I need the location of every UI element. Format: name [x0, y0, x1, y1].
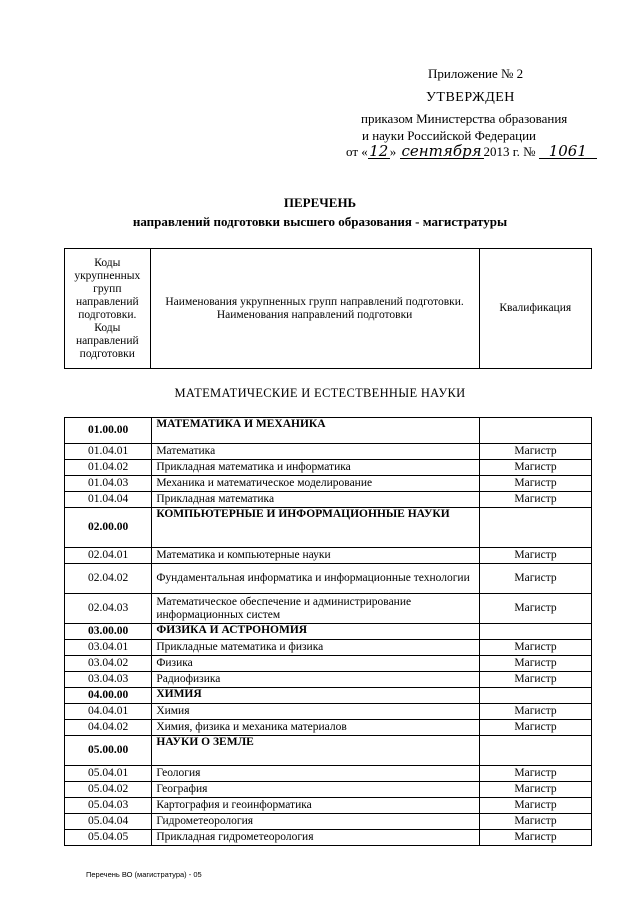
- table-row: [65, 476, 592, 492]
- header-col-codes: Коды укрупненных групп направлений подготовки. Коды направлений подготовки: [65, 249, 151, 369]
- row-code: 03.04.02: [65, 656, 152, 672]
- row-code: 04.04.01: [65, 704, 152, 720]
- table-row: [65, 460, 592, 476]
- row-name: Прикладная математика и информатика: [152, 460, 480, 476]
- row-qualification: [480, 508, 592, 548]
- order-number: 1061: [539, 144, 597, 159]
- row-name: Геология: [152, 766, 480, 782]
- row-name: Гидрометеорология: [152, 814, 480, 830]
- row-code: 05.04.02: [65, 782, 152, 798]
- row-qualification: Магистр: [480, 476, 592, 492]
- row-code: 01.04.04: [65, 492, 152, 508]
- row-qualification: Магистр: [480, 594, 592, 624]
- row-code: 01.04.01: [65, 444, 152, 460]
- row-name: География: [152, 782, 480, 798]
- header-table: [64, 248, 592, 369]
- row-code: 04.00.00: [65, 688, 152, 704]
- row-code: 04.04.02: [65, 720, 152, 736]
- group-row: [65, 688, 592, 704]
- row-code: 02.00.00: [65, 508, 152, 548]
- row-name: Прикладная математика: [152, 492, 480, 508]
- row-name: Радиофизика: [152, 672, 480, 688]
- row-name: Фундаментальная информатика и информационные технологии: [152, 564, 480, 594]
- row-qualification: Магистр: [480, 492, 592, 508]
- row-code: 02.04.03: [65, 594, 152, 624]
- table-row: [65, 492, 592, 508]
- programs-table: [64, 417, 592, 846]
- row-code: 01.00.00: [65, 418, 152, 444]
- row-name: Прикладная гидрометеорология: [152, 830, 480, 846]
- table-row: [65, 640, 592, 656]
- row-code: 05.04.05: [65, 830, 152, 846]
- group-row: [65, 624, 592, 640]
- row-qualification: [480, 418, 592, 444]
- row-name: Прикладные математика и физика: [152, 640, 480, 656]
- table-row: [65, 830, 592, 846]
- table-row: [65, 548, 592, 564]
- table-row: [65, 564, 592, 594]
- row-name: Математика: [152, 444, 480, 460]
- row-qualification: Магистр: [480, 798, 592, 814]
- row-qualification: Магистр: [480, 444, 592, 460]
- row-qualification: Магистр: [480, 766, 592, 782]
- row-code: 05.04.03: [65, 798, 152, 814]
- document-subtitle: направлений подготовки высшего образования - магистратуры: [132, 214, 508, 229]
- row-code: 03.04.03: [65, 672, 152, 688]
- row-name: Математическое обеспечение и администрирование информационных систем: [152, 594, 480, 624]
- row-qualification: Магистр: [480, 720, 592, 736]
- table-row: [65, 594, 592, 624]
- row-name: ФИЗИКА И АСТРОНОМИЯ: [152, 624, 480, 640]
- row-code: 01.04.03: [65, 476, 152, 492]
- section-heading: МАТЕМАТИЧЕСКИЕ И ЕСТЕСТВЕННЫЕ НАУКИ: [174, 386, 466, 400]
- group-row: [65, 508, 592, 548]
- row-name: ХИМИЯ: [152, 688, 480, 704]
- date-mid: »: [389, 144, 397, 159]
- row-name: Физика: [152, 656, 480, 672]
- table-row: [65, 798, 592, 814]
- appendix-label: Приложение № 2: [428, 66, 524, 81]
- table-row: [65, 782, 592, 798]
- row-qualification: [480, 624, 592, 640]
- row-code: 03.00.00: [65, 624, 152, 640]
- table-row: [65, 656, 592, 672]
- table-row: [65, 444, 592, 460]
- order-line-2: и науки Российской Федерации: [362, 128, 537, 143]
- row-name: КОМПЬЮТЕРНЫЕ И ИНФОРМАЦИОННЫЕ НАУКИ: [152, 508, 480, 548]
- row-name: МАТЕМАТИКА И МЕХАНИКА: [152, 418, 480, 444]
- order-date-line: [346, 144, 597, 160]
- row-code: 01.04.02: [65, 460, 152, 476]
- approved-label: УТВЕРЖДЕН: [426, 90, 515, 105]
- table-row: [65, 814, 592, 830]
- date-prefix: от «: [346, 144, 368, 159]
- group-row: [65, 418, 592, 444]
- row-name: НАУКИ О ЗЕМЛЕ: [152, 736, 480, 766]
- row-qualification: Магистр: [480, 830, 592, 846]
- row-qualification: Магистр: [480, 460, 592, 476]
- header-col-names-line1: Наименования укрупненных групп направлений подготовки.: [165, 295, 464, 308]
- row-code: 03.04.01: [65, 640, 152, 656]
- date-month: сентября: [401, 142, 482, 160]
- row-qualification: [480, 688, 592, 704]
- row-name: Математика и компьютерные науки: [152, 548, 480, 564]
- row-qualification: [480, 736, 592, 766]
- row-code: 05.04.04: [65, 814, 152, 830]
- row-name: Химия, физика и механика материалов: [152, 720, 480, 736]
- row-code: 05.00.00: [65, 736, 152, 766]
- date-day: 12: [369, 142, 389, 160]
- order-line-1: приказом Министерства образования: [361, 111, 568, 126]
- row-name: Картография и геоинформатика: [152, 798, 480, 814]
- row-qualification: Магистр: [480, 672, 592, 688]
- row-code: 02.04.01: [65, 548, 152, 564]
- group-row: [65, 736, 592, 766]
- document-title: ПЕРЕЧЕНЬ: [283, 195, 357, 210]
- row-qualification: Магистр: [480, 564, 592, 594]
- page-footer: Перечень ВО (магистратура) - 05: [86, 870, 202, 879]
- row-qualification: Магистр: [480, 548, 592, 564]
- table-row: [65, 766, 592, 782]
- row-qualification: Магистр: [480, 656, 592, 672]
- row-name: Механика и математическое моделирование: [152, 476, 480, 492]
- row-code: 02.04.02: [65, 564, 152, 594]
- date-year: 2013 г. №: [483, 144, 536, 159]
- row-code: 05.04.01: [65, 766, 152, 782]
- row-qualification: Магистр: [480, 640, 592, 656]
- table-row: [65, 672, 592, 688]
- row-qualification: Магистр: [480, 814, 592, 830]
- table-row: [65, 720, 592, 736]
- row-name: Химия: [152, 704, 480, 720]
- row-qualification: Магистр: [480, 704, 592, 720]
- row-qualification: Магистр: [480, 782, 592, 798]
- table-row: [65, 704, 592, 720]
- header-col-names-line2: Наименования направлений подготовки: [216, 308, 413, 321]
- header-col-qualification: Квалификация: [479, 249, 591, 369]
- header-col-names: [150, 249, 479, 369]
